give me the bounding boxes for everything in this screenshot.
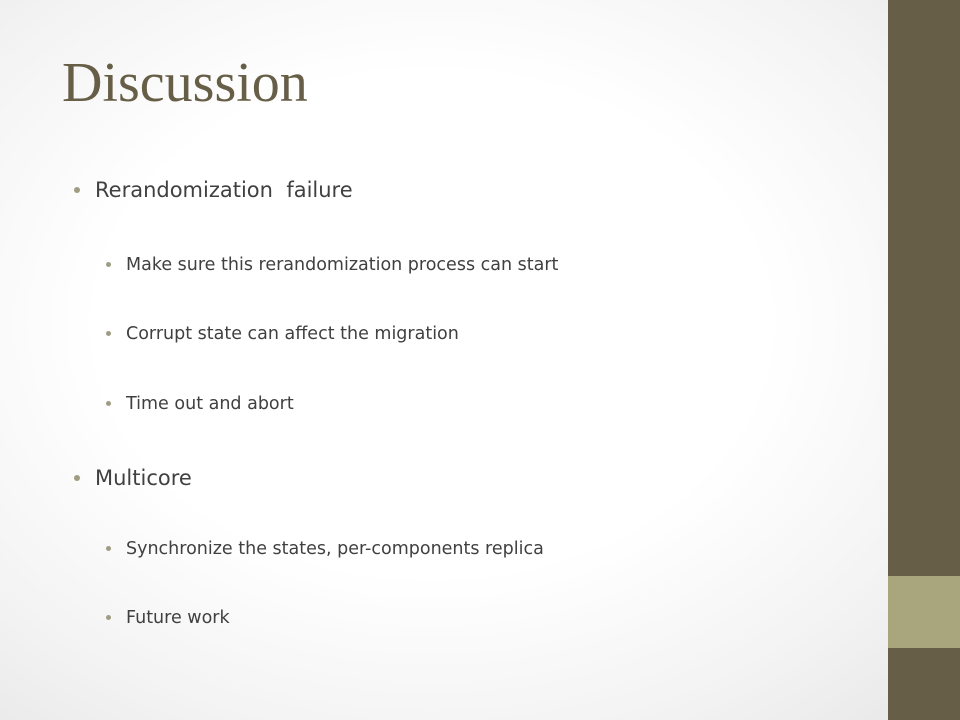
sub-bullet-item xyxy=(126,393,294,415)
bullet-dot-icon xyxy=(106,546,111,551)
sub-bullet-text: Future work xyxy=(126,608,230,628)
sub-bullet-text: Make sure this rerandomization process can start xyxy=(126,255,559,275)
sub-bullet-text: Time out and abort xyxy=(126,394,294,414)
sub-bullet-item xyxy=(126,323,459,345)
bullet-dot-icon xyxy=(106,615,111,620)
bullet-text: Multicore xyxy=(95,466,192,490)
bullet-text: Rerandomization failure xyxy=(95,178,353,202)
bullet-item xyxy=(95,466,192,490)
sub-bullet-item xyxy=(126,538,544,560)
sub-bullet-item xyxy=(126,254,558,276)
slide-title: Discussion xyxy=(62,52,308,114)
sub-bullet-text: Corrupt state can affect the migration xyxy=(126,324,459,344)
sub-bullet-text: Synchronize the states, per-components replica xyxy=(126,539,544,559)
bullet-dot-icon xyxy=(106,331,111,336)
bullet-dot-icon xyxy=(74,187,80,193)
bullet-item xyxy=(95,178,353,202)
bullet-dot-icon xyxy=(106,401,111,406)
bullet-dot-icon xyxy=(106,262,111,267)
sub-bullet-item xyxy=(126,607,230,629)
theme-sidebar-accent xyxy=(888,576,960,648)
bullet-dot-icon xyxy=(74,475,80,481)
